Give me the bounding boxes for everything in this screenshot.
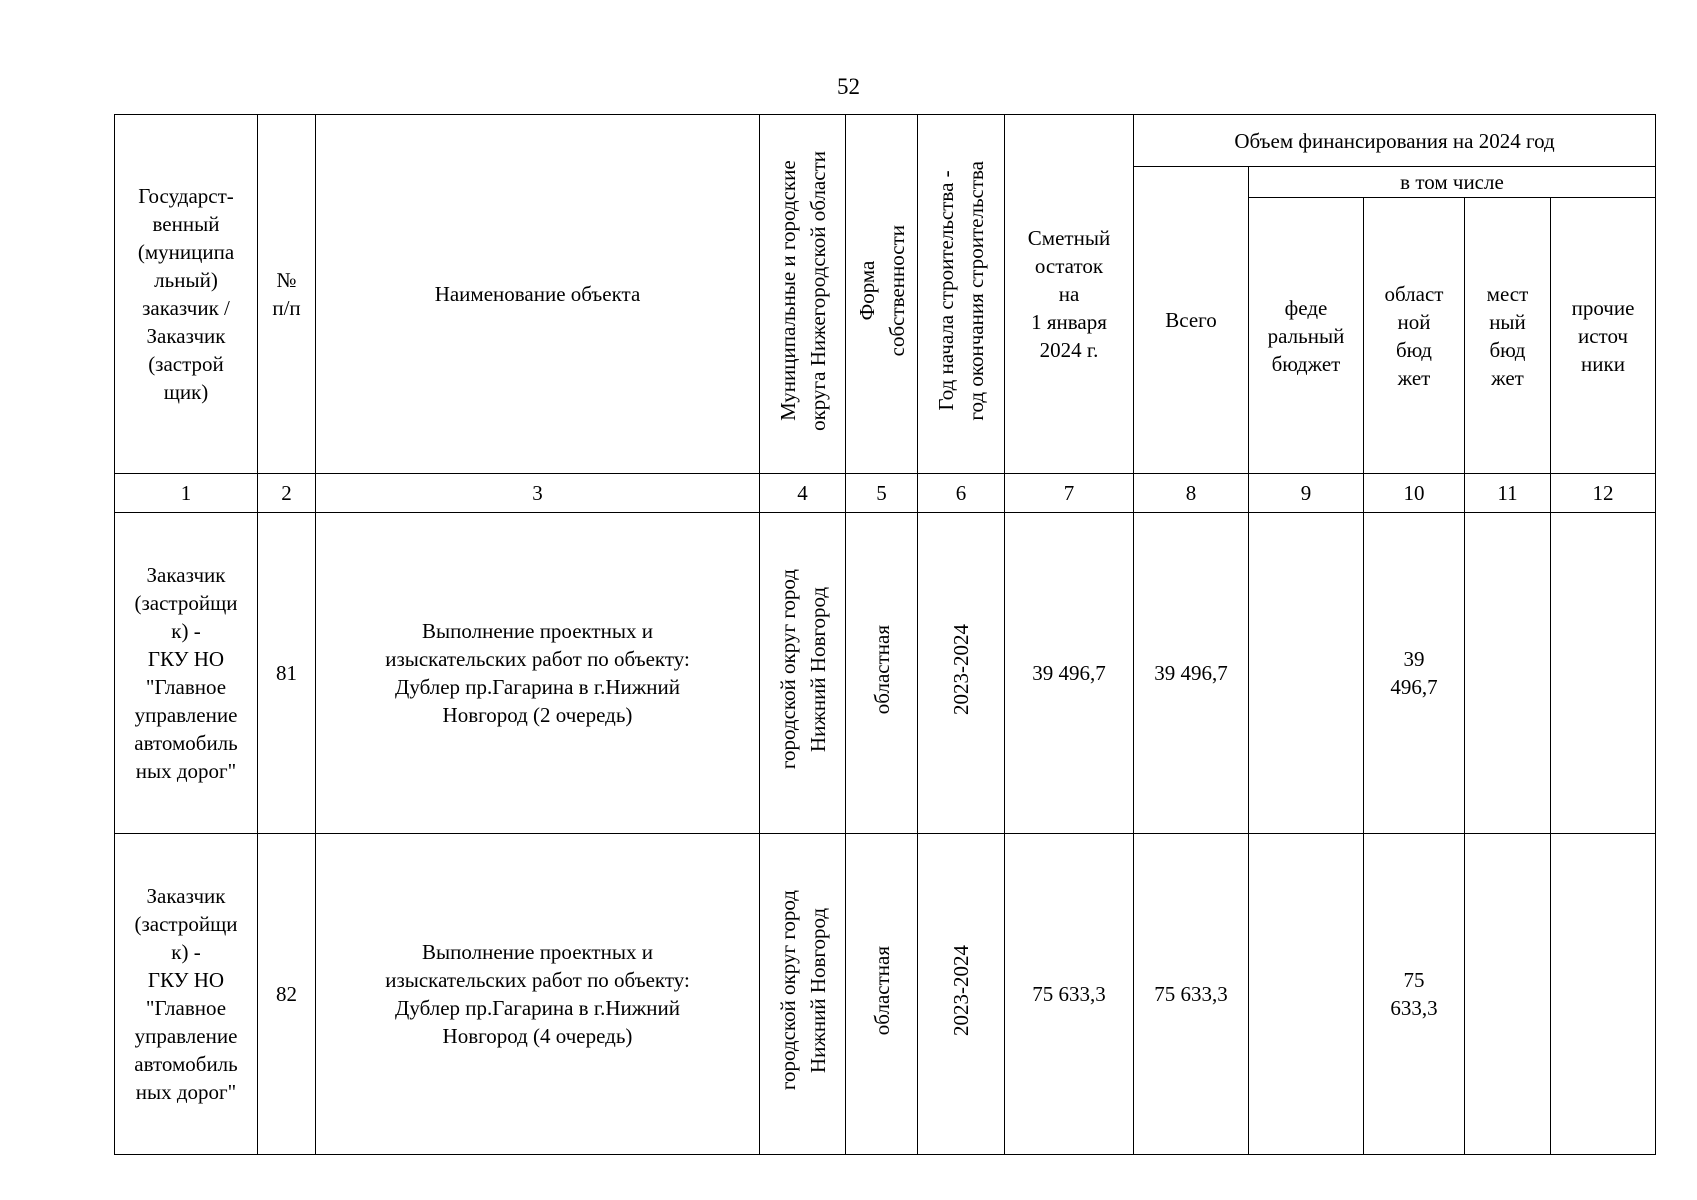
- other-cell: [1551, 513, 1656, 834]
- header-regional: област ной бюд жет: [1364, 198, 1465, 474]
- header-ownership: Форма собственности: [846, 115, 918, 474]
- estimate-balance-cell: 75 633,3: [1005, 834, 1134, 1155]
- local-cell: [1465, 834, 1551, 1155]
- column-number: 5: [846, 474, 918, 513]
- years-cell: 2023-2024: [918, 513, 1005, 834]
- table-row: [115, 513, 1656, 834]
- page-number: 52: [837, 74, 860, 99]
- column-number: 3: [316, 474, 760, 513]
- municipality-cell: городской округ город Нижний Новгород: [760, 834, 846, 1155]
- header-total: Всего: [1134, 167, 1249, 474]
- federal-cell: [1249, 513, 1364, 834]
- column-number: 4: [760, 474, 846, 513]
- column-number: 7: [1005, 474, 1134, 513]
- customer-cell: Заказчик (застройщи к) - ГКУ НО "Главное управление автомобиль ных дорог": [115, 513, 258, 834]
- regional-cell: 75 633,3: [1364, 834, 1465, 1155]
- header-number: № п/п: [258, 115, 316, 474]
- column-number-row: [115, 474, 1656, 513]
- total-cell: 75 633,3: [1134, 834, 1249, 1155]
- funding-table: [114, 114, 1656, 1155]
- table-row: [115, 834, 1656, 1155]
- header-local: мест ный бюд жет: [1465, 198, 1551, 474]
- header-federal: феде ральный бюджет: [1249, 198, 1364, 474]
- years-cell: 2023-2024: [918, 834, 1005, 1155]
- header-funding-group: Объем финансирования на 2024 год: [1134, 115, 1656, 167]
- column-number: 2: [258, 474, 316, 513]
- regional-cell: 39 496,7: [1364, 513, 1465, 834]
- column-number: 8: [1134, 474, 1249, 513]
- municipality-cell: городской округ город Нижний Новгород: [760, 513, 846, 834]
- header-other: прочие источ ники: [1551, 198, 1656, 474]
- row-number-cell: 81: [258, 513, 316, 834]
- federal-cell: [1249, 834, 1364, 1155]
- object-name-cell: Выполнение проектных и изыскательских работ по объекту: Дублер пр.Гагарина в г.Нижний Новгород (2 очередь): [316, 513, 760, 834]
- estimate-balance-cell: 39 496,7: [1005, 513, 1134, 834]
- column-number: 6: [918, 474, 1005, 513]
- header-object-name: Наименование объекта: [316, 115, 760, 474]
- header-years: Год начала строительства - год окончания строительства: [918, 115, 1005, 474]
- column-number: 12: [1551, 474, 1656, 513]
- other-cell: [1551, 834, 1656, 1155]
- header-estimate-balance: Сметный остаток на 1 января 2024 г.: [1005, 115, 1134, 474]
- column-number: 11: [1465, 474, 1551, 513]
- local-cell: [1465, 513, 1551, 834]
- total-cell: 39 496,7: [1134, 513, 1249, 834]
- header-including: в том числе: [1249, 167, 1656, 198]
- ownership-cell: областная: [846, 834, 918, 1155]
- column-number: 1: [115, 474, 258, 513]
- customer-cell: Заказчик (застройщи к) - ГКУ НО "Главное управление автомобиль ных дорог": [115, 834, 258, 1155]
- ownership-cell: областная: [846, 513, 918, 834]
- column-number: 9: [1249, 474, 1364, 513]
- column-number: 10: [1364, 474, 1465, 513]
- row-number-cell: 82: [258, 834, 316, 1155]
- header-customer: Государст- венный (муниципа льный) заказчик / Заказчик (застрой щик): [115, 115, 258, 474]
- header-municipality: Муниципальные и городские округа Нижегородской области: [760, 115, 846, 474]
- object-name-cell: Выполнение проектных и изыскательских работ по объекту: Дублер пр.Гагарина в г.Нижний Новгород (4 очередь): [316, 834, 760, 1155]
